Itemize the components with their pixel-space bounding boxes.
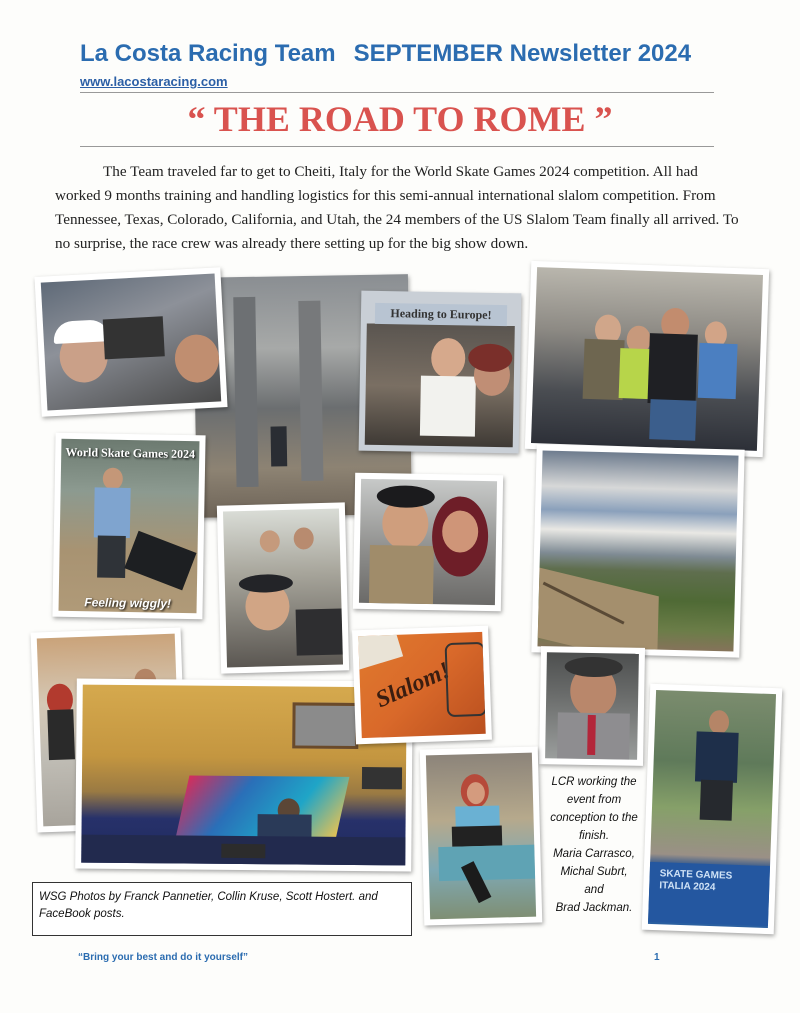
footer-motto: “Bring your best and do it yourself” bbox=[78, 952, 249, 963]
photo-timing-station bbox=[420, 746, 543, 925]
headline: “ THE ROAD TO ROME ” bbox=[187, 99, 613, 139]
issue-title: SEPTEMBER Newsletter 2024 bbox=[353, 40, 692, 67]
photo-slalom-book bbox=[352, 626, 492, 745]
photo-airport-selfie bbox=[34, 267, 227, 417]
photo-race-crew-portrait bbox=[539, 646, 645, 766]
website-link[interactable]: www.lacostaracing.com bbox=[80, 74, 228, 89]
photo-flight-selfie bbox=[217, 502, 349, 673]
divider bbox=[80, 146, 714, 147]
heading-to-europe-caption: Heading to Europe! bbox=[375, 303, 507, 326]
page-number: 1 bbox=[654, 952, 660, 963]
newsletter-title bbox=[80, 40, 691, 68]
photo-mountain-landscape bbox=[531, 444, 744, 657]
photo-team-airport-seats bbox=[525, 261, 769, 457]
slalom-book-title: Slalom! bbox=[371, 657, 455, 714]
intro-paragraph: The Team traveled far to get to Cheiti, Italy for the World Skate Games 2024 competition. All had worked 9 months training and handling logistics for this semi-annual international slalom competition. From Tennessee, Texas, Colorado, California, and Utah, the 24 members of the US Slalom Team finally all arrived. To no surprise, the race crew was already there setting up for the big show down. bbox=[55, 163, 739, 252]
skate-games-sign: SKATE GAMES ITALIA 2024 bbox=[659, 868, 733, 894]
photo-couple-selfie bbox=[353, 473, 503, 612]
photo-credits: WSG Photos by Franck Pannetier, Collin Kruse, Scott Hostert. and FaceBook posts. bbox=[32, 882, 412, 936]
photo-heading-to-europe bbox=[359, 291, 522, 454]
divider bbox=[80, 92, 714, 93]
photo-skate-games-stage bbox=[642, 684, 783, 934]
wsg-2024-caption: World Skate Games 2024 bbox=[65, 444, 196, 462]
feeling-wiggly-caption: Feeling wiggly! bbox=[84, 595, 172, 611]
team-name: La Costa Racing Team bbox=[80, 40, 336, 67]
photo-feeling-wiggly bbox=[52, 433, 205, 620]
lcr-note: LCR working the event from conception to the finish. Maria Carrasco, Michal Subrt, and Brad Jackman. bbox=[550, 776, 638, 914]
